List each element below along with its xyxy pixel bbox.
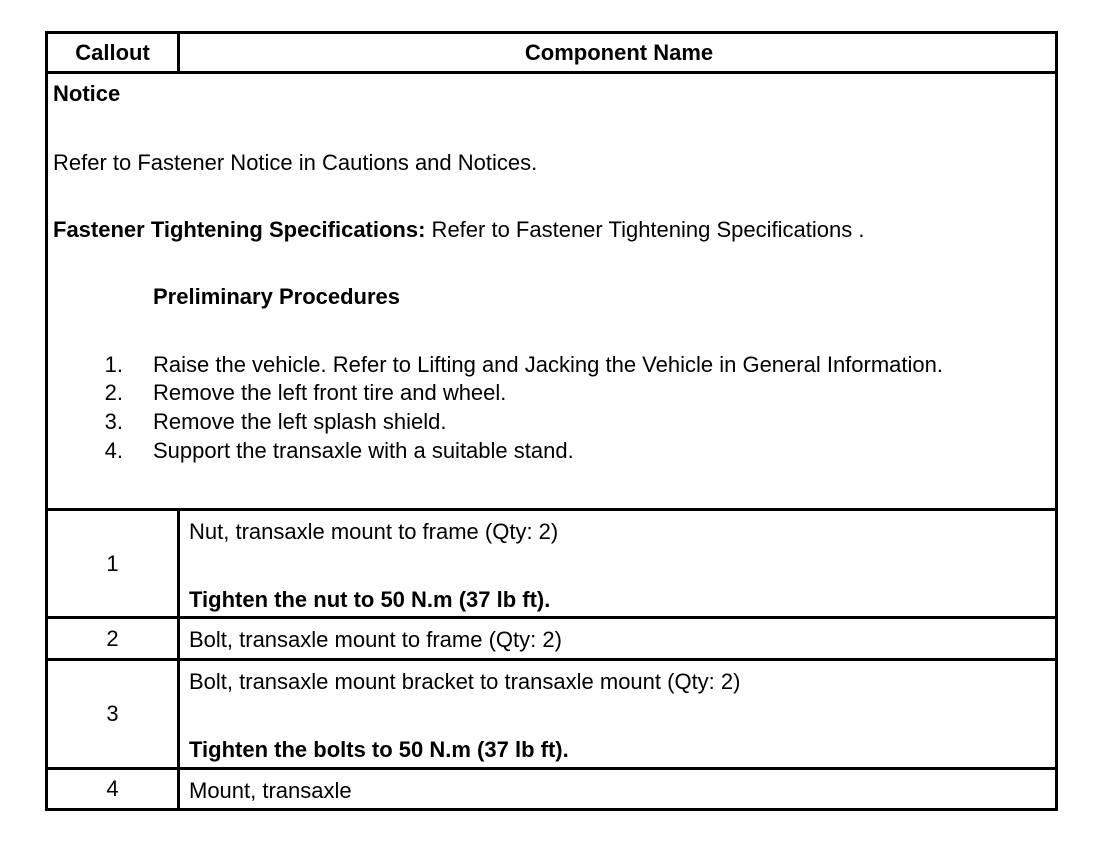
step-number: 2. xyxy=(104,380,123,405)
callout-number: 3 xyxy=(48,661,180,767)
torque-spec: Tighten the bolts to 50 N.m (37 lb ft). xyxy=(189,737,569,762)
step-text: Support the transaxle with a suitable stand. xyxy=(153,438,574,463)
fastener-spec-text: Refer to Fastener Tightening Specifications . xyxy=(425,217,865,242)
component-name: Bolt, transaxle mount bracket to transaxle mount (Qty: 2) xyxy=(189,669,741,694)
fastener-notice-text: Refer to Fastener Notice in Cautions and Notices. xyxy=(53,150,538,175)
component-cell xyxy=(183,770,1055,808)
torque-spec: Tighten the nut to 50 N.m (37 lb ft). xyxy=(189,587,551,612)
notice-block xyxy=(45,71,1058,511)
table-row xyxy=(45,658,1058,770)
step-number: 4. xyxy=(104,438,123,463)
table-row xyxy=(45,508,1058,619)
callout-number: 2 xyxy=(48,619,180,658)
step-number: 3. xyxy=(104,409,123,434)
table-header-row xyxy=(45,31,1058,74)
notice-title: Notice xyxy=(53,81,121,106)
table-row xyxy=(45,616,1058,661)
component-cell xyxy=(183,511,1055,616)
component-name: Mount, transaxle xyxy=(189,778,352,803)
fastener-spec-line xyxy=(53,218,864,242)
table-row xyxy=(45,767,1058,811)
callout-number: 4 xyxy=(48,770,180,808)
step-text: Raise the vehicle. Refer to Lifting and Jacking the Vehicle in General Information. xyxy=(153,352,944,377)
step-text: Remove the left front tire and wheel. xyxy=(153,380,507,405)
component-cell xyxy=(183,619,1055,658)
header-component-name: Component Name xyxy=(524,39,714,65)
callout-number: 1 xyxy=(48,511,180,616)
component-name: Bolt, transaxle mount to frame (Qty: 2) xyxy=(189,627,562,652)
component-name: Nut, transaxle mount to frame (Qty: 2) xyxy=(189,519,559,544)
preliminary-procedures-title: Preliminary Procedures xyxy=(153,284,401,309)
step-text: Remove the left splash shield. xyxy=(153,409,447,434)
header-callout: Callout xyxy=(48,34,180,71)
component-cell xyxy=(183,661,1055,767)
fastener-spec-label: Fastener Tightening Specifications: xyxy=(53,217,426,242)
step-number: 1. xyxy=(104,352,123,377)
